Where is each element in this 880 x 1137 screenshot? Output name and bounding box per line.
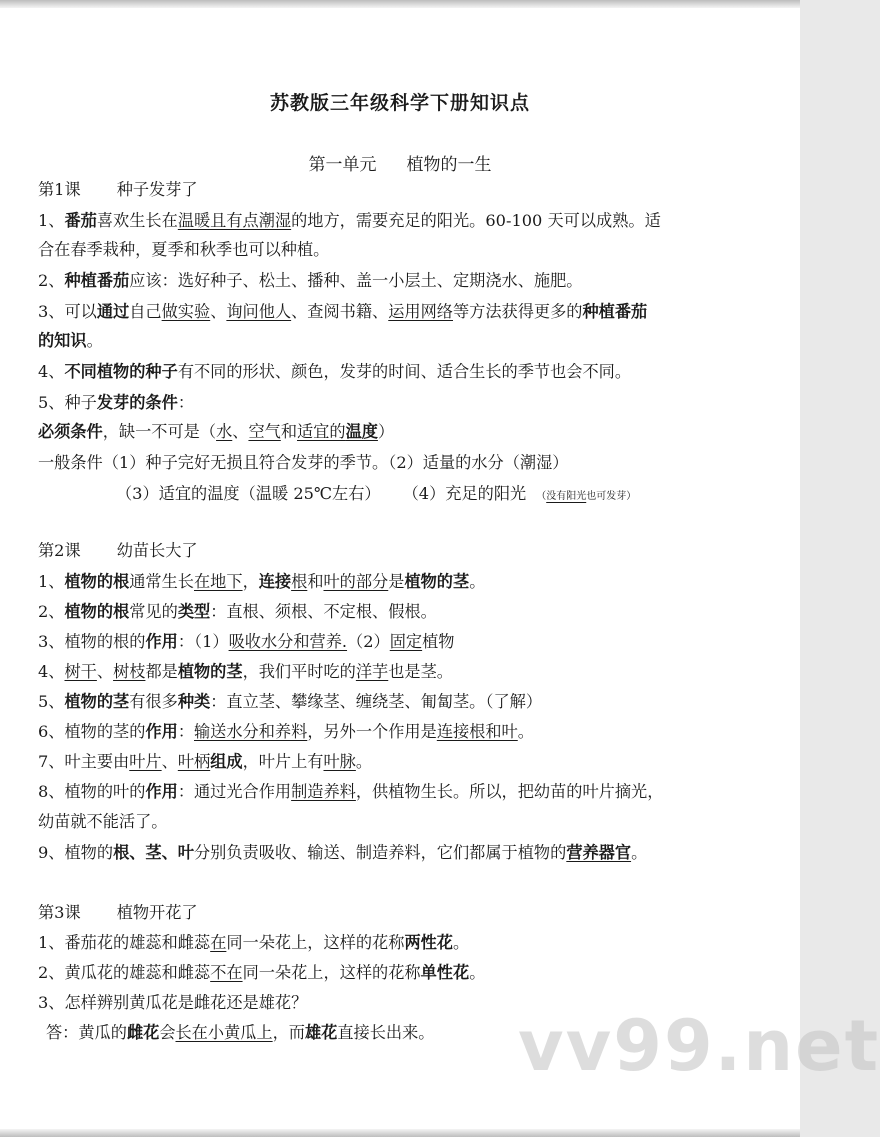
lesson-2-point-1: 1、植物的根通常生长在地下，连接根和叶的部分是植物的茎。 [38,572,486,591]
lesson-2-point-7: 7、叶主要由叶片、叶柄组成，叶片上有叶脉。 [38,752,373,771]
lesson-2-point-8-cont: 幼苗就不能活了。 [38,812,168,831]
lesson-2-point-4: 4、树干、树枝都是植物的茎，我们平时吃的洋芋也是茎。 [38,662,453,681]
lesson-1-heading: 第1课 种子发芽了 [38,180,198,199]
lesson-2-point-5: 5、植物的茎有很多种类：直立茎、攀缘茎、缠绕茎、匍匐茎。（了解） [38,692,543,711]
lesson-1-required-conditions: 必须条件，缺一不可是（水、空气和适宜的温度） [38,422,395,441]
lesson-3-point-1: 1、番茄花的雄蕊和雌蕊在同一朵花上，这样的花称两性花。 [38,933,470,952]
lesson-1-point-1: 1、番茄喜欢生长在温暖且有点潮湿的地方，需要充足的阳光。60-100 天可以成熟。适 [38,211,661,230]
lesson-1-point-4: 4、不同植物的种子有不同的形状、颜色，发芽的时间、适合生长的季节也会不同。 [38,362,632,381]
lesson-2-point-8: 8、植物的叶的作用：通过光合作用制造养料，供植物生长。所以，把幼苗的叶片摘光， [38,782,664,801]
lesson-1-point-3-cont: 的知识。 [38,331,103,350]
lesson-3-answer: 答：黄瓜的雌花会长在小黄瓜上，而雄花直接长出来。 [46,1023,435,1042]
lesson-3-point-2: 2、黄瓜花的雄蕊和雌蕊不在同一朵花上，这样的花称单性花。 [38,963,486,982]
unit-name: 植物的一生 [406,155,492,175]
page-top-edge [0,0,800,8]
lesson-2-point-9: 9、植物的根、茎、叶分别负责吸收、输送、制造养料，它们都属于植物的营养器官。 [38,843,648,862]
lesson-1-general-conditions-cont: （3）适宜的温度（温暖 25℃左右） （4）充足的阳光 （没有阳光也可发芽） [116,484,637,503]
page-bottom-edge [0,1129,800,1137]
lesson-1-point-2: 2、种植番茄应该：选好种子、松土、播种、盖一小层土、定期浇水、施肥。 [38,271,583,290]
lesson-1-point-3: 3、可以通过自己做实验、询问他人、查阅书籍、运用网络等方法获得更多的种植番茄 [38,302,648,321]
unit-heading [0,150,800,175]
lesson-2-heading: 第2课 幼苗长大了 [38,541,198,560]
lesson-1-point-5: 5、种子发芽的条件： [38,393,194,412]
unit-number: 第一单元 [308,155,377,175]
lesson-2-point-6: 6、植物的茎的作用：输送水分和养料，另外一个作用是连接根和叶。 [38,722,534,741]
lesson-1-general-conditions: 一般条件（1）种子完好无损且符合发芽的季节。（2）适量的水分（潮湿） [38,453,569,472]
lesson-3-heading: 第3课 植物开花了 [38,903,198,922]
watermark: vv99.net [518,1005,880,1087]
lesson-2-point-3: 3、植物的根的作用：（1）吸收水分和营养.（2）固定植物 [38,632,455,651]
document-title: 苏教版三年级科学下册知识点 [269,92,530,114]
lesson-2-point-2: 2、植物的根常见的类型：直根、须根、不定根、假根。 [38,602,437,621]
lesson-3-point-3: 3、怎样辨别黄瓜花是雌花还是雄花？ [38,993,308,1012]
lesson-1-point-1-cont: 合在春季栽种，夏季和秋季也可以种植。 [38,240,330,259]
